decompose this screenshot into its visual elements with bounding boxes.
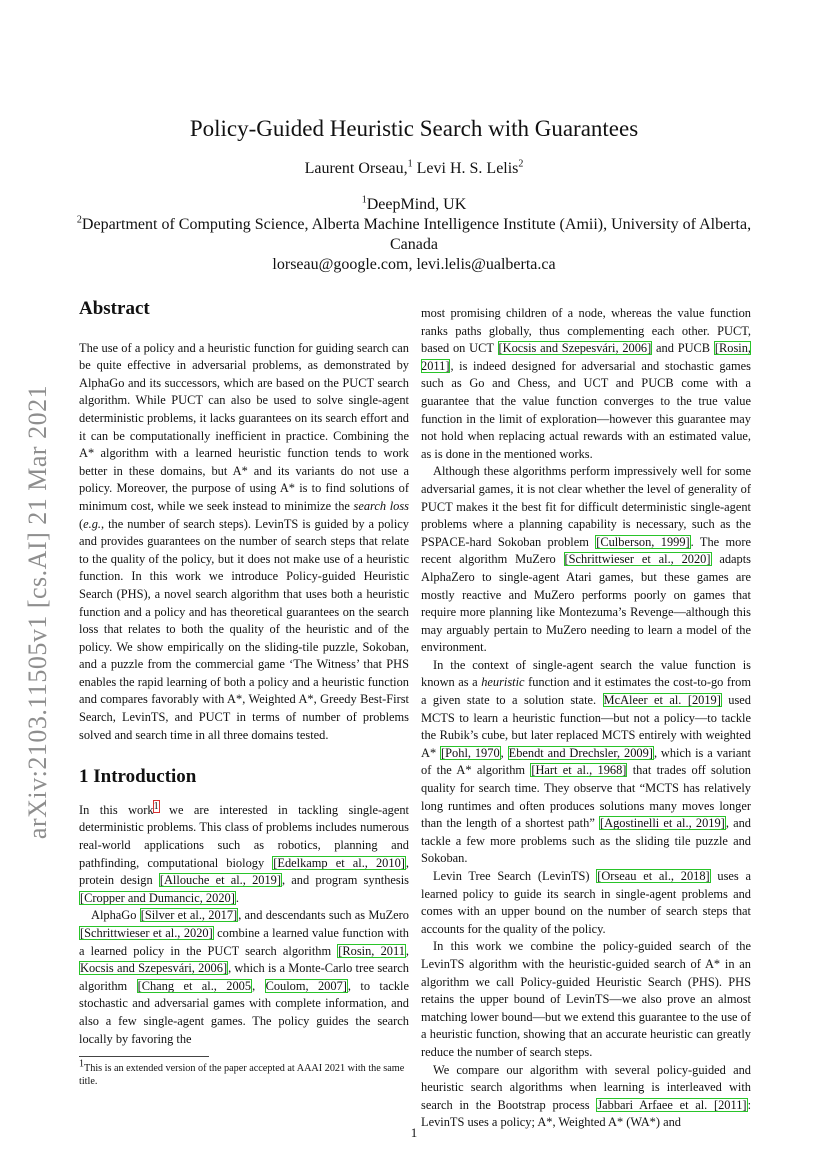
right-column	[421, 305, 751, 1132]
right-paragraph-4: Levin Tree Search (LevinTS) [Orseau et al., 2018] uses a learned policy to guide its search in single-agent problems and comes with an upper bound on the number of search steps that accounts for the quality of the policy.	[421, 869, 751, 936]
right-paragraph-5: In this work we combine the policy-guided search of the LevinTS algorithm with the heuristic-guided search of A* in an algorithm we call Policy-guided Heuristic Search (PHS). PHS retains the upper bound of LevinTS—we also prove an almost matching lower bound—but we extend this guarantee to the use of a heuristic function, showing that an accurate heuristic can greatly reduce the number of search steps.	[421, 939, 751, 1059]
abstract-heading: Abstract	[79, 298, 150, 319]
footnote-link[interactable]: 1	[153, 800, 159, 812]
right-paragraph-3: In the context of single-agent search the value function is known as a heuristic function and it estimates the cost-to-go from a given state to a solution state. McAleer et al. [2019] used MCTS to learn a heuristic function—but not a policy—to tackle the Rubik’s cube, but later replaced MCTS entirely with weighted A* [Pohl, 1970, Ebendt and Drechsler, 2009], which is a variant of the A* algorithm [Hart et al., 1968] that trades off solution quality for search time. They observe that “MCTS has relatively long runtimes and often produces solutions many moves longer than the length of a shortest path” [Agostinelli et al., 2019], and tackle a few more problems such as the sliding tile puzzle and Sokoban.	[421, 657, 752, 866]
emails: lorseau@google.com, levi.lelis@ualberta.ca	[272, 256, 556, 273]
author-2: Levi H. S. Lelis	[412, 160, 519, 177]
aff-1-mark: 1	[361, 194, 367, 206]
citation-link[interactable]: [Culberson, 1999]	[596, 534, 690, 549]
intro-paragraph-2: AlphaGo [Silver et al., 2017], and descendants such as MuZero [Schrittwieser et al., 2020] combine a learned value function with a learned policy in the PUCT search algorithm [Rosin, 2011, Kocsis and Szepesvári, 2006], which is a Monte-Carlo tree search algorithm [Chang et al., 2005, Coulom, 2007], to tackle stochastic and adversarial games with complete information, and also a few single-agent games. The policy guides the search locally by favoring the	[79, 908, 409, 1046]
citation-link[interactable]: Kocsis and Szepesvári, 2006]	[80, 961, 228, 976]
citation-link[interactable]: [Edelkamp et al., 2010]	[273, 855, 405, 870]
right-paragraph-2: Although these algorithms perform impressively well for some adversarial games, it is not clear whether the level of generality of PUCT makes it the best fit for difficult deterministic single-agent problems where a planning capability is necessary, such as the PSPACE-hard Sokoban problem [Culberson, 1999]. The more recent algorithm MuZero [Schrittwieser et al., 2020] adapts AlphaZero to single-agent Atari games, but these games are mostly reactive and MuZero performs poorly on games that require more planning like Montezuma’s Revenge—although this may arguably pertain to MuZero needing to learn a model of the environment.	[421, 464, 751, 655]
citation-link[interactable]: [Kocsis and Szepesvári, 2006]	[498, 341, 652, 356]
citation-link[interactable]: McAleer et al. [2019]	[603, 693, 721, 708]
citation-link[interactable]: [Chang et al., 2005	[137, 978, 252, 993]
affiliation-2: Department of Computing Science, Alberta Machine Intelligence Institute (Amii), University of Alberta, Canada	[81, 216, 752, 253]
footnote-rule	[79, 1056, 209, 1057]
citation-link[interactable]: [Pohl, 1970	[441, 745, 500, 760]
footnote	[79, 1058, 409, 1088]
intro-paragraph-1: In this work$^1$ we are interested in tackling single-agent deterministic problems. This class of problems includes numerous real-world applications such as robotics, planning and pathfinding, computational biology [Edelkamp et al., 2010], protein design [Allouche et al., 2019], and program synthesis [Cropper and Dumancic, 2020].	[79, 800, 410, 905]
left-column	[79, 300, 409, 1048]
citation-link[interactable]: [Agostinelli et al., 2019]	[600, 816, 725, 831]
aff-2-mark: 2	[76, 214, 82, 226]
affiliation-1: DeepMind, UK	[366, 196, 467, 213]
citation-link[interactable]: Ebendt and Drechsler, 2009]	[508, 745, 653, 760]
affiliations	[60, 195, 768, 275]
abstract-text: The use of a policy and a heuristic function for guiding search can be quite effective in adversarial problems, as demonstrated by AlphaGo and its successors, which are based on the PUCT search algorithm. While PUCT can also be used to solve single-agent deterministic problems, it lacks guarantees on its search effort and it can be computationally inefficient in practice. Combining the A* algorithm with a learned heuristic function tends to work better in these domains, but A* and its variants do not use a policy. Moreover, the purpose of using A* is to find solutions of minimum cost, while we seek instead to minimize the search loss (e.g., the number of search steps). LevinTS is guided by a policy and provides guarantees on the number of search steps that relate to the quality of the policy, but it does not make use of a heuristic function. In this work we introduce Policy-guided Heuristic Search (PHS), a novel search algorithm that uses both a heuristic function and a policy and has theoretical guarantees on the search loss that relates to both the quality of the heuristic and of the policy. We show empirically on the sliding-tile puzzle, Sokoban, and a puzzle from the commercial game ‘The Witness’ that PHS enables the rapid learning of both a policy and a heuristic function and compares favorably with A*, Weighted A*, Greedy Best-First Search, LevinTS, and PUCT in terms of number of problems solved and search time in all three domains tested.	[79, 340, 409, 742]
citation-link[interactable]: [Orseau et al., 2018]	[597, 869, 710, 883]
citation-link[interactable]: [Rosin, 2011]	[421, 341, 752, 373]
author-line	[0, 160, 828, 178]
paper-title: Policy-Guided Heuristic Search with Guarantees	[189, 116, 639, 141]
right-paragraph-6: We compare our algorithm with several policy-guided and heuristic search algorithms when learning is interleaved with search in the Bootstrap process Jabbari Arfaee et al. [2011]: LevinTS uses a policy; A*, Weighted A* (WA*) and	[421, 1062, 752, 1130]
citation-link[interactable]: [Rosin, 2011	[338, 943, 405, 958]
citation-link[interactable]: [Schrittwieser et al., 2020]	[80, 926, 213, 940]
section-heading-introduction: 1 Introduction	[79, 766, 197, 788]
citation-link[interactable]: Coulom, 2007]	[265, 978, 347, 993]
citation-link[interactable]: [Silver et al., 2017]	[140, 908, 238, 923]
citation-link[interactable]: Jabbari Arfaee et al. [2011]	[597, 1097, 747, 1112]
author-1-mark: 1	[407, 158, 413, 170]
author-2-mark: 2	[518, 158, 524, 170]
author-1: Laurent Orseau,	[304, 160, 408, 177]
arxiv-stamp	[8, 372, 68, 852]
footnote-mark: 1	[79, 1058, 84, 1070]
citation-link[interactable]: [Hart et al., 1968]	[531, 763, 627, 778]
citation-link[interactable]: [Schrittwieser et al., 2020]	[564, 552, 711, 567]
citation-link[interactable]: [Cropper and Dumancic, 2020]	[80, 890, 235, 905]
right-paragraph-1: most promising children of a node, whereas the value function ranks paths globally, thus complementing each other. PUCT, based on UCT [Kocsis and Szepesvári, 2006] and PUCB [Rosin, 2011], is indeed designed for adversarial and stochastic games such as Go and Chess, and UCT and PUCB come with a guarantee that the value function converges to the true value function in the limit of exploration—however this guarantee may not hold when replacing actual rewards with an estimated value, as is done in the mentioned works.	[421, 306, 752, 461]
page-number: 1	[410, 1125, 418, 1140]
arxiv-stamp-text: arXiv:2103.11505v1 [cs.AI] 21 Mar 2021	[23, 384, 52, 840]
citation-link[interactable]: [Allouche et al., 2019]	[159, 873, 281, 888]
footnote-text: This is an extended version of the paper accepted at AAAI 2021 with the same title.	[79, 1063, 405, 1087]
